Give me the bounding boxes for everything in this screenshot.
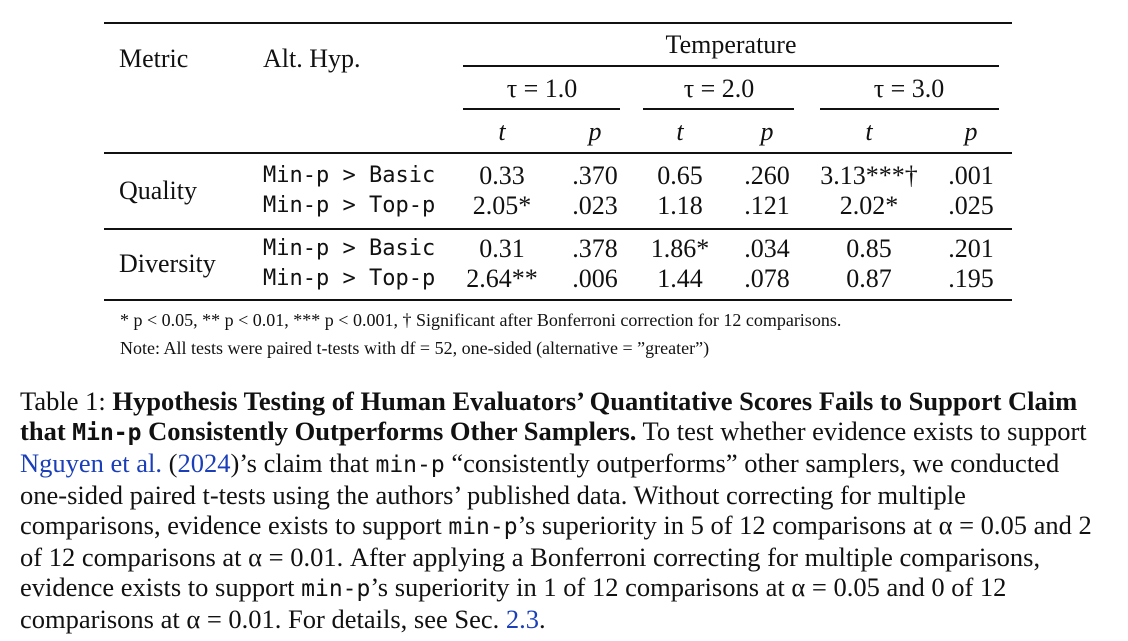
bottom-rule: [104, 299, 1012, 301]
citation-authors-link[interactable]: Nguyen et al.: [20, 448, 163, 478]
tau2-underline: [643, 108, 794, 110]
test-note: Note: All tests were paired t-tests with df = 52, one-sided (alternative = ”greater”): [120, 338, 710, 358]
t-header-3: t: [865, 117, 873, 146]
section-link[interactable]: 2.3: [505, 604, 539, 634]
tau-1-header: τ = 1.0: [506, 74, 578, 103]
p-header-1: p: [588, 117, 602, 146]
significance-footnote: * p < 0.05, ** p < 0.01, *** p < 0.001, † Significant after Bonferroni correction for 12 comparisons.: [120, 310, 842, 330]
value-cell: .034: [744, 234, 790, 263]
value-cell: .195: [948, 264, 994, 293]
hyp-cell: Min-p > Top-p: [263, 266, 436, 291]
citation-year-link[interactable]: 2024: [177, 448, 231, 478]
t-header-1: t: [498, 117, 506, 146]
value-cell: .001: [948, 161, 994, 190]
t-header-2: t: [676, 117, 684, 146]
value-cell: .078: [744, 264, 790, 293]
alt-hyp-header: Alt. Hyp.: [263, 44, 361, 73]
p-header-2: p: [760, 117, 774, 146]
value-cell: .006: [572, 264, 618, 293]
value-cell: 2.64**: [466, 264, 538, 293]
caption-title: Hypothesis Testing of Human Evaluators’ Quantitative Scores Fails to Support Claim that Min-p Consistently Outperforms Other Samplers.: [20, 386, 1078, 446]
hyp-cell: Min-p > Basic: [263, 163, 436, 188]
value-cell: 2.02*: [839, 191, 899, 220]
value-cell: 2.05*: [472, 191, 532, 220]
p-header-3: p: [964, 117, 978, 146]
value-cell: .201: [948, 234, 994, 263]
temperature-underline: [463, 65, 999, 67]
hyp-cell: Min-p > Basic: [263, 236, 436, 261]
value-cell: 0.33: [479, 161, 525, 190]
value-cell: 1.86*: [650, 234, 710, 263]
temperature-header: Temperature: [665, 30, 797, 59]
metric-header: Metric: [119, 44, 189, 73]
tau1-underline: [463, 108, 620, 110]
value-cell: 0.85: [846, 234, 892, 263]
tau-3-header: τ = 3.0: [873, 74, 945, 103]
group-rule: [104, 228, 1012, 230]
value-cell: .023: [572, 191, 618, 220]
table-caption: Table 1: Hypothesis Testing of Human Evaluators’ Quantitative Scores Fails to Support Claim that Min-p Consistently Outperforms Other Samplers. To test whether evidence exists to support Nguyen et al. (2024)’s claim that min-p “consistently outperforms” other samplers, we conducted one-sided paired t-tests using the authors’ published data. Without correcting for multiple comparisons, evidence exists to support min-p’s superiority in 5 of 12 comparisons at α = 0.05 and 2 of 12 comparisons at α = 0.01. After applying a Bonferroni correcting for multiple comparisons, evidence exists to support min-p’s superiority in 1 of 12 comparisons at α = 0.05 and 0 of 12 comparisons at α = 0.01. For details, see Sec. 2.3.: [20, 386, 1092, 634]
value-cell: 0.87: [846, 264, 892, 293]
value-cell: .378: [572, 234, 618, 263]
top-rule: [104, 22, 1012, 24]
group-label-diversity: Diversity: [119, 249, 216, 278]
value-cell: 0.65: [657, 161, 703, 190]
tau3-underline: [820, 108, 999, 110]
value-cell: .370: [572, 161, 618, 190]
value-cell: 0.31: [479, 234, 525, 263]
group-label-quality: Quality: [119, 176, 197, 205]
value-cell: 3.13***†: [820, 161, 918, 190]
value-cell: .260: [744, 161, 790, 190]
header-rule: [104, 152, 1012, 154]
hyp-cell: Min-p > Top-p: [263, 193, 436, 218]
value-cell: .121: [744, 191, 790, 220]
value-cell: 1.18: [657, 191, 703, 220]
tau-2-header: τ = 2.0: [683, 74, 755, 103]
value-cell: .025: [948, 191, 994, 220]
caption-label: Table 1:: [20, 386, 113, 416]
value-cell: 1.44: [657, 264, 703, 293]
